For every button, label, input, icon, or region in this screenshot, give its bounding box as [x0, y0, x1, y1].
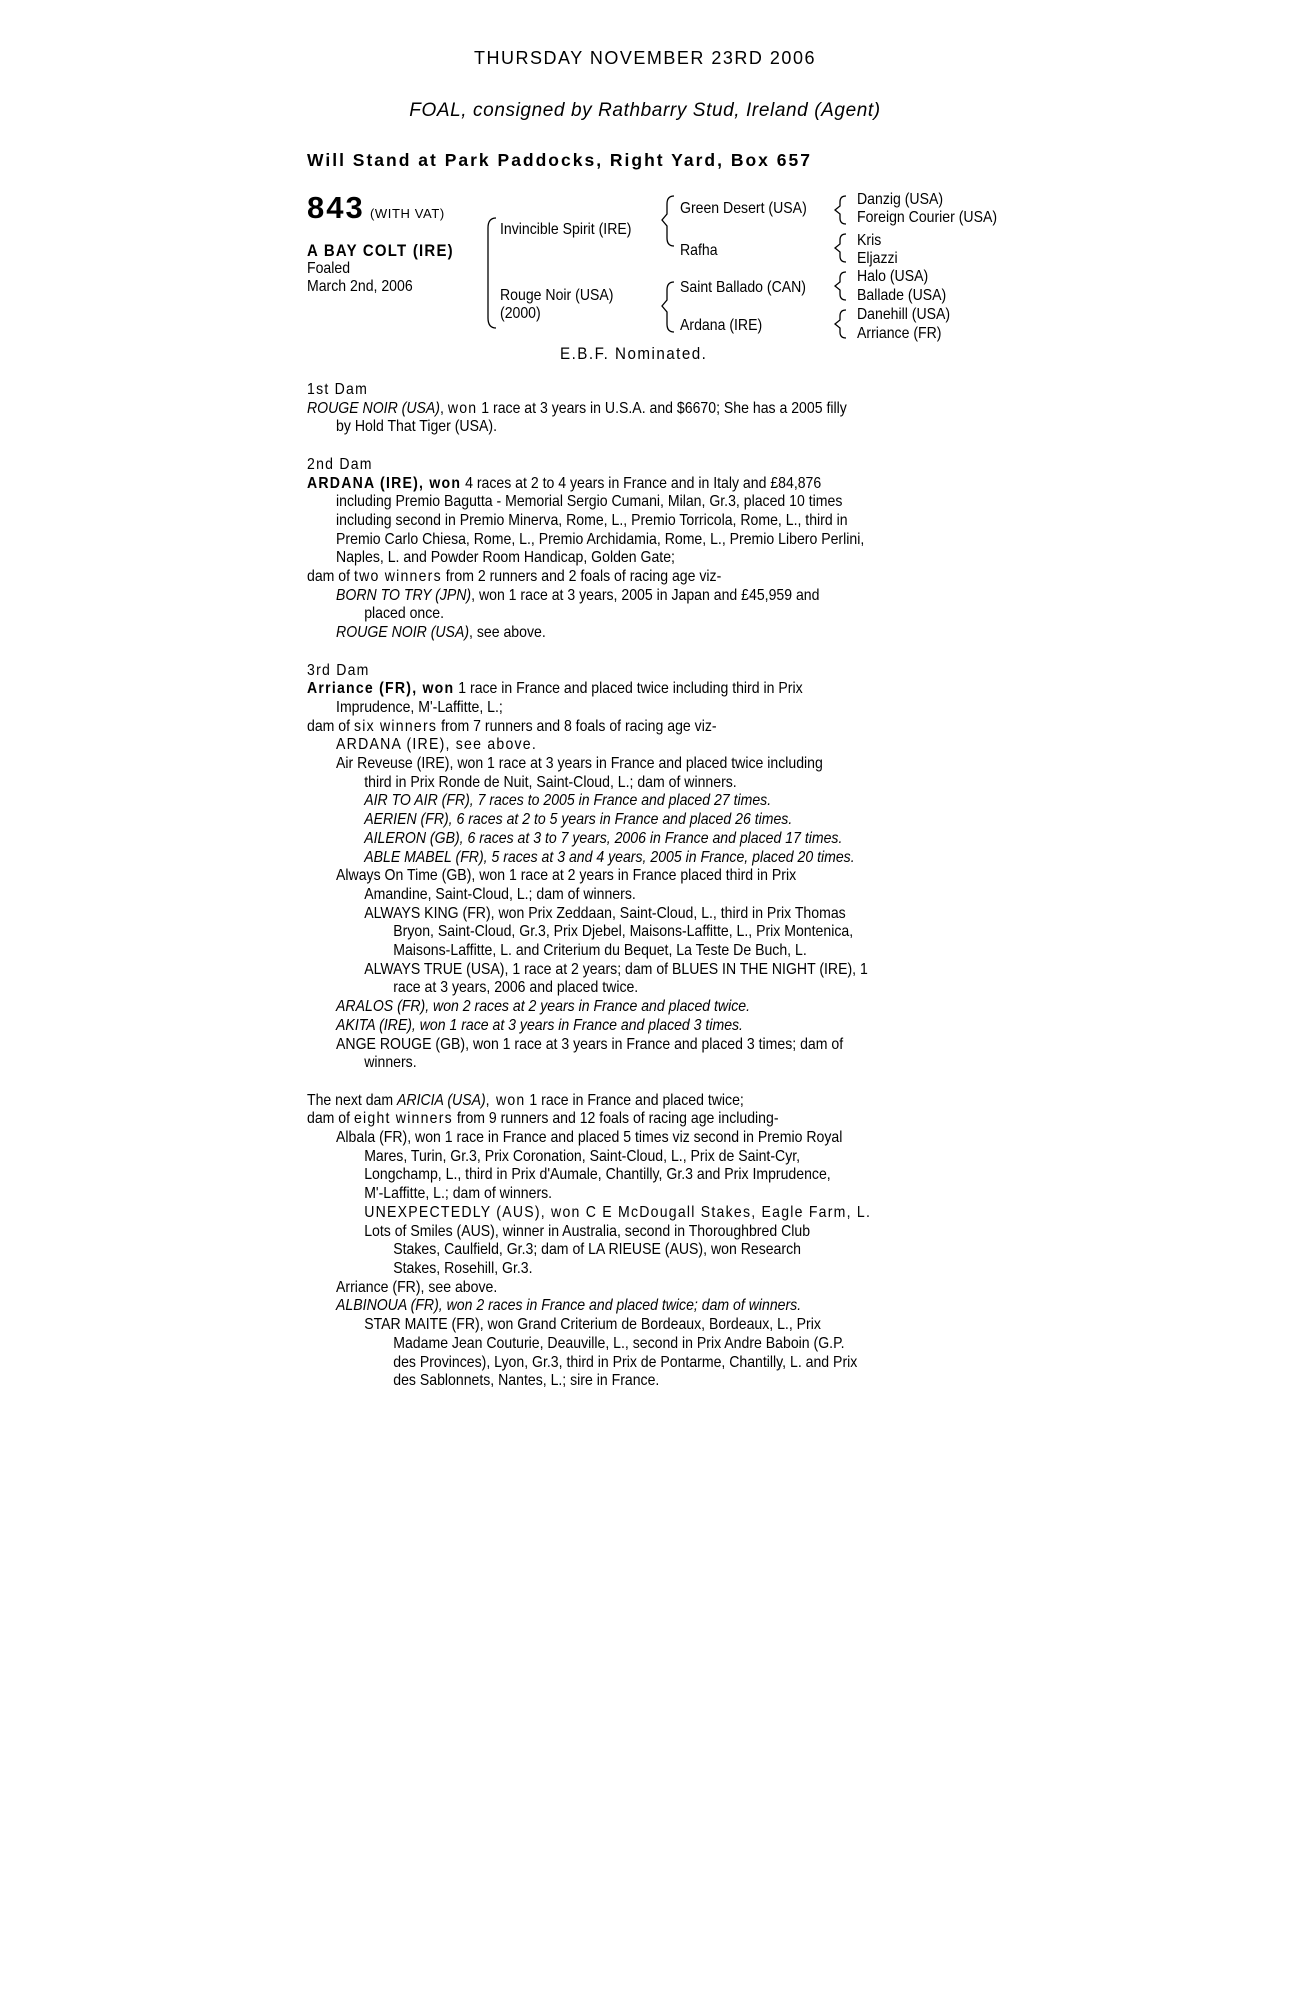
third-dam-row: AIR TO AIR (FR), 7 races to 2005 in France and placed 27 times. — [364, 792, 772, 810]
second-dam-line-4: Premio Carlo Chiesa, Rome, L., Premio Archidamia, Rome, L., Premio Libero Perlini, — [336, 530, 865, 548]
third-dam-row: ARALOS (FR), won 2 races at 2 years in France and placed twice. — [336, 998, 751, 1016]
third-dam-row: AKITA (IRE), won 1 race at 3 years in France and placed 3 times. — [336, 1016, 743, 1034]
vat-note: (WITH VAT) — [370, 206, 445, 221]
second-dam-progeny-2: ROUGE NOIR (USA), see above. — [336, 624, 546, 642]
foaled-date: March 2nd, 2006 — [307, 278, 413, 295]
first-dam-name: ROUGE NOIR (USA) — [307, 399, 440, 417]
third-dam-row: race at 3 years, 2006 and placed twice. — [393, 979, 639, 997]
third-dam-line-1: Arriance (FR), won 1 race in France and placed twice including third in Prix — [307, 680, 803, 698]
second-dam-line-1: ARDANA (IRE), won 4 races at 2 to 4 years in France and in Italy and £84,876 — [307, 474, 822, 492]
consignor-line: FOAL, consigned by Rathbarry Stud, Ireland (Agent) — [409, 100, 881, 121]
third-dam-row: third in Prix Ronde de Nuit, Saint-Cloud, L.; dam of winners. — [364, 773, 737, 791]
third-dam-line-2: Imprudence, M'-Laffitte, L.; — [336, 698, 503, 716]
third-dam-row: Bryon, Saint-Cloud, Gr.3, Prix Djebel, Maisons-Laffitte, L., Prix Montenica, — [393, 923, 854, 941]
next-dam-row: UNEXPECTEDLY (AUS), won C E McDougall Stakes, Eagle Farm, L. — [364, 1203, 872, 1221]
second-dam-progeny-1-cont: placed once. — [364, 605, 445, 623]
third-dam-row: Maisons-Laffitte, L. and Criterium du Bequet, La Teste De Buch, L. — [393, 942, 807, 960]
stand-location: Will Stand at Park Paddocks, Right Yard, Box 657 — [307, 150, 812, 170]
first-dam-heading: 1st Dam — [307, 381, 369, 398]
ggp-1: Danzig (USA) — [857, 191, 944, 208]
ebf-nomination: E.B.F. Nominated. — [560, 345, 708, 363]
next-dam-row: M'-Laffitte, L.; dam of winners. — [364, 1185, 553, 1203]
third-dam-row: ABLE MABEL (FR), 5 races at 3 and 4 years, 2005 in France, placed 20 times. — [364, 848, 855, 866]
ggp-7: Danehill (USA) — [857, 306, 951, 323]
pedigree-notes — [307, 381, 1077, 1391]
ggp-2: Foreign Courier (USA) — [857, 209, 998, 226]
pedigree-brackets — [0, 0, 1290, 400]
next-dam-row: Madame Jean Couturie, Deauville, L., second in Prix Andre Baboin (G.P. — [393, 1334, 845, 1352]
ggp-6: Ballade (USA) — [857, 287, 947, 304]
second-dam-progeny-1: BORN TO TRY (JPN), won 1 race at 3 years, 2005 in Japan and £45,959 and — [336, 586, 820, 604]
sire-sire: Green Desert (USA) — [680, 200, 807, 217]
next-dam-row: des Sablonnets, Nantes, L.; sire in France. — [393, 1372, 660, 1390]
next-dam-row: Arriance (FR), see above. — [336, 1278, 498, 1296]
second-dam-heading: 2nd Dam — [307, 455, 373, 473]
next-dam-row: Mares, Turin, Gr.3, Prix Coronation, Saint-Cloud, L., Prix de Saint-Cyr, — [364, 1147, 801, 1165]
ggp-4: Eljazzi — [857, 250, 898, 267]
sire: Invincible Spirit (IRE) — [500, 221, 632, 238]
third-dam-row: Amandine, Saint-Cloud, L.; dam of winners. — [364, 885, 636, 903]
third-dam-produce: dam of six winners from 7 runners and 8 foals of racing age viz- — [307, 717, 717, 735]
third-dam-row: ARDANA (IRE), see above. — [336, 736, 537, 754]
sire-dam: Rafha — [680, 242, 718, 259]
second-dam-produce: dam of two winners from 2 runners and 2 foals of racing age viz- — [307, 568, 722, 586]
next-dam-row: Albala (FR), won 1 race in France and placed 5 times viz second in Premio Royal — [336, 1129, 843, 1147]
third-dam-row: winners. — [364, 1054, 417, 1072]
ggp-3: Kris — [857, 232, 882, 249]
next-dam-row: ALBINOUA (FR), won 2 races in France and placed twice; dam of winners. — [336, 1297, 802, 1315]
third-dam-row: ALWAYS TRUE (USA), 1 race at 2 years; dam of BLUES IN THE NIGHT (IRE), 1 — [364, 960, 868, 978]
third-dam-row: AILERON (GB), 6 races at 3 to 7 years, 2006 in France and placed 17 times. — [364, 829, 843, 847]
next-dam-row: des Provinces), Lyon, Gr.3, third in Prix de Pontarme, Chantilly, L. and Prix — [393, 1353, 858, 1371]
next-dam-row: Stakes, Caulfield, Gr.3; dam of LA RIEUSE (AUS), won Research — [393, 1241, 801, 1259]
next-dam-intro: The next dam ARICIA (USA), won 1 race in France and placed twice; — [307, 1091, 744, 1109]
third-dam-heading: 3rd Dam — [307, 661, 370, 679]
next-dam-row: Longchamp, L., third in Prix d'Aumale, Chantilly, Gr.3 and Prix Imprudence, — [364, 1166, 831, 1184]
dam: Rouge Noir (USA) — [500, 287, 614, 304]
next-dam-row: STAR MAITE (FR), won Grand Criterium de Bordeaux, Bordeaux, L., Prix — [364, 1316, 821, 1334]
next-dam-produce: dam of eight winners from 9 runners and 12 foals of racing age including- — [307, 1110, 779, 1128]
next-dam-row: Lots of Smiles (AUS), winner in Australia, second in Thoroughbred Club — [364, 1222, 811, 1240]
next-dam-row: Stakes, Rosehill, Gr.3. — [393, 1260, 533, 1277]
ggp-5: Halo (USA) — [857, 268, 929, 285]
second-dam-line-5: Naples, L. and Powder Room Handicap, Golden Gate; — [336, 549, 675, 567]
dam-sire: Saint Ballado (CAN) — [680, 279, 806, 296]
third-dam-row: Air Reveuse (IRE), won 1 race at 3 years in France and placed twice including — [336, 755, 823, 773]
lot-description: A BAY COLT (IRE) — [307, 241, 454, 260]
second-dam-name: ARDANA (IRE), won — [307, 474, 462, 492]
first-dam-line-2: by Hold That Tiger (USA). — [336, 418, 497, 436]
foaled-label: Foaled — [307, 260, 351, 277]
third-dam-row: Always On Time (GB), won 1 race at 2 years in France placed third in Prix — [336, 867, 797, 885]
third-dam-row: ANGE ROUGE (GB), won 1 race at 3 years in France and placed 3 times; dam of — [336, 1035, 844, 1053]
third-dam-row: ALWAYS KING (FR), won Prix Zeddaan, Saint-Cloud, L., third in Prix Thomas — [364, 904, 846, 922]
third-dam-row: AERIEN (FR), 6 races at 2 to 5 years in France and placed 26 times. — [364, 811, 793, 829]
lot-number: 843 — [307, 190, 365, 225]
first-dam-line-1: ROUGE NOIR (USA), won 1 race at 3 years in U.S.A. and $6670; She has a 2005 filly — [307, 399, 847, 417]
second-dam-line-3: including second in Premio Minerva, Rome, L., Premio Torricola, Rome, L., third in — [336, 511, 848, 529]
dam-year: (2000) — [500, 305, 541, 322]
ggp-8: Arriance (FR) — [857, 325, 942, 342]
sale-date: THURSDAY NOVEMBER 23RD 2006 — [474, 48, 816, 68]
dam-dam: Ardana (IRE) — [680, 317, 763, 334]
second-dam-line-2: including Premio Bagutta - Memorial Sergio Cumani, Milan, Gr.3, placed 10 times — [336, 493, 843, 511]
